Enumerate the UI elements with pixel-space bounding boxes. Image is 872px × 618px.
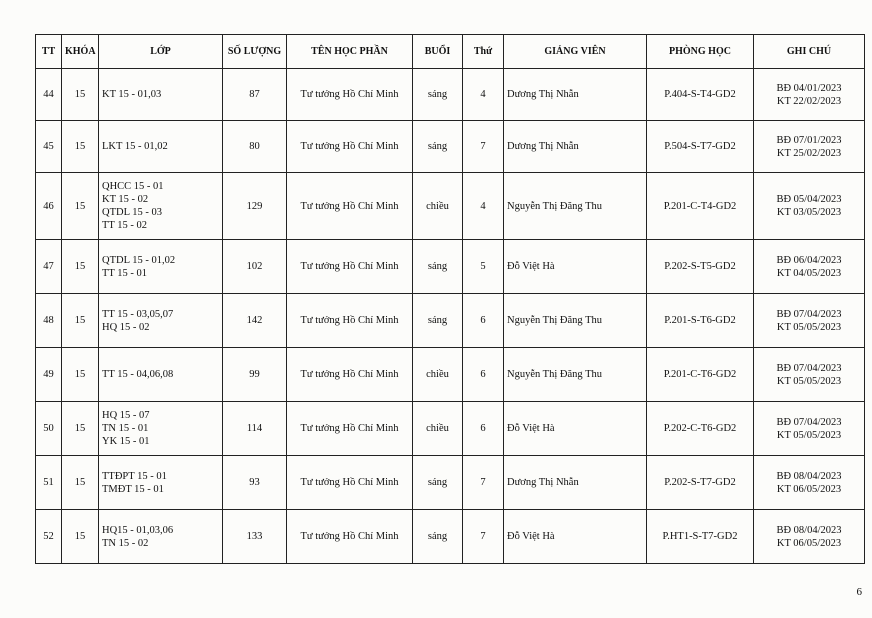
cell-ghi-chu-line: KT 06/05/2023: [776, 537, 842, 549]
cell-lop-line: YK 15 - 01: [102, 436, 150, 447]
cell-tt: 51: [36, 456, 62, 510]
cell-lop-line: LKT 15 - 01,02: [102, 141, 168, 152]
cell-khoa: 15: [62, 294, 99, 348]
cell-lop-line: TN 15 - 02: [102, 537, 149, 549]
cell-lop-line: TT 15 - 02: [102, 220, 148, 231]
cell-khoa: 15: [62, 173, 99, 240]
cell-giang-vien: Dương Thị Nhẫn: [504, 456, 647, 510]
cell-buoi: sáng: [413, 121, 463, 173]
cell-khoa: 15: [62, 121, 99, 173]
cell-lop: [99, 173, 223, 240]
cell-thu: 7: [463, 510, 504, 564]
cell-ghi-chu-line: BĐ 07/01/2023: [776, 134, 842, 146]
cell-lop-line: TTĐPT 15 - 01: [102, 470, 167, 482]
cell-ten-hoc-phan: Tư tưởng Hồ Chí Minh: [287, 294, 413, 348]
cell-ghi-chu: [754, 402, 865, 456]
cell-ten-hoc-phan: Tư tưởng Hồ Chí Minh: [287, 240, 413, 294]
col-header-thu: Thứ: [463, 35, 504, 69]
page-number: 6: [856, 586, 862, 598]
cell-lop: [99, 510, 223, 564]
col-header-tt: TT: [36, 35, 62, 69]
cell-ghi-chu: [754, 69, 865, 121]
table-body: [36, 69, 865, 564]
cell-so-luong: 133: [223, 510, 287, 564]
cell-ghi-chu-line: BĐ 06/04/2023: [776, 254, 842, 266]
cell-ten-hoc-phan: Tư tưởng Hồ Chí Minh: [287, 69, 413, 121]
cell-ten-hoc-phan: Tư tưởng Hồ Chí Minh: [287, 173, 413, 240]
cell-khoa: 15: [62, 456, 99, 510]
cell-giang-vien: Đỗ Việt Hà: [504, 240, 647, 294]
cell-lop-line: HQ 15 - 02: [102, 321, 150, 333]
cell-khoa: 15: [62, 402, 99, 456]
cell-lop-line: TT 15 - 03,05,07: [102, 308, 174, 320]
cell-ghi-chu-line: BĐ 07/04/2023: [776, 308, 842, 320]
cell-buoi: chiều: [413, 173, 463, 240]
cell-ghi-chu: [754, 294, 865, 348]
cell-ghi-chu: [754, 456, 865, 510]
cell-phong-hoc: P.201-C-T4-GD2: [647, 173, 754, 240]
cell-so-luong: 129: [223, 173, 287, 240]
cell-lop-line: TT 15 - 01: [102, 267, 148, 279]
cell-lop-line: QHCC 15 - 01: [102, 181, 164, 192]
cell-giang-vien: Nguyễn Thị Đăng Thu: [504, 348, 647, 402]
cell-lop-line: QTDL 15 - 03: [102, 207, 162, 218]
cell-ghi-chu-line: BĐ 05/04/2023: [776, 194, 842, 205]
cell-so-luong: 114: [223, 402, 287, 456]
cell-so-luong: 87: [223, 69, 287, 121]
cell-phong-hoc: P.201-S-T6-GD2: [647, 294, 754, 348]
col-header-ten-hoc-phan: TÊN HỌC PHẦN: [287, 35, 413, 69]
table-row: [36, 348, 865, 402]
table-row: [36, 69, 865, 121]
table-row: [36, 240, 865, 294]
table-row: [36, 402, 865, 456]
cell-ten-hoc-phan: Tư tưởng Hồ Chí Minh: [287, 456, 413, 510]
cell-ten-hoc-phan: Tư tưởng Hồ Chí Minh: [287, 348, 413, 402]
table-row: [36, 173, 865, 240]
table-row: [36, 121, 865, 173]
cell-giang-vien: Đỗ Việt Hà: [504, 402, 647, 456]
schedule-table: [35, 34, 865, 564]
cell-thu: 6: [463, 348, 504, 402]
col-header-lop: LỚP: [99, 35, 223, 69]
cell-ghi-chu: [754, 240, 865, 294]
cell-lop: [99, 348, 223, 402]
cell-ghi-chu: [754, 348, 865, 402]
cell-giang-vien: Nguyễn Thị Đăng Thu: [504, 294, 647, 348]
cell-buoi: chiều: [413, 402, 463, 456]
cell-ghi-chu-line: BĐ 08/04/2023: [776, 524, 842, 536]
cell-phong-hoc: P.202-S-T5-GD2: [647, 240, 754, 294]
cell-khoa: 15: [62, 348, 99, 402]
cell-tt: 52: [36, 510, 62, 564]
cell-ghi-chu-line: BĐ 04/01/2023: [776, 82, 842, 94]
table-row: [36, 456, 865, 510]
cell-phong-hoc: P.504-S-T7-GD2: [647, 121, 754, 173]
cell-ghi-chu-line: BĐ 08/04/2023: [776, 470, 842, 482]
cell-thu: 7: [463, 456, 504, 510]
cell-thu: 6: [463, 402, 504, 456]
col-header-ghi-chu: GHI CHÚ: [754, 35, 865, 69]
cell-so-luong: 102: [223, 240, 287, 294]
cell-khoa: 15: [62, 69, 99, 121]
col-header-buoi: BUỔI: [413, 35, 463, 69]
header-row: [36, 35, 865, 69]
col-header-khoa: KHÓA: [62, 35, 99, 69]
cell-ghi-chu-line: BĐ 07/04/2023: [776, 362, 842, 374]
cell-phong-hoc: P.202-C-T6-GD2: [647, 402, 754, 456]
cell-ghi-chu-line: KT 06/05/2023: [776, 483, 842, 495]
cell-so-luong: 142: [223, 294, 287, 348]
cell-ghi-chu: [754, 121, 865, 173]
cell-lop-line: HQ15 - 01,03,06: [102, 524, 174, 536]
cell-ten-hoc-phan: Tư tưởng Hồ Chí Minh: [287, 510, 413, 564]
cell-khoa: 15: [62, 510, 99, 564]
cell-ghi-chu-line: KT 22/02/2023: [776, 95, 842, 107]
cell-ten-hoc-phan: Tư tưởng Hồ Chí Minh: [287, 402, 413, 456]
cell-lop-line: QTDL 15 - 01,02: [102, 254, 176, 266]
cell-ghi-chu-line: KT 05/05/2023: [776, 375, 842, 387]
cell-giang-vien: Dương Thị Nhẫn: [504, 121, 647, 173]
col-header-so-luong: SỐ LƯỢNG: [223, 35, 287, 69]
cell-buoi: sáng: [413, 240, 463, 294]
cell-phong-hoc: P.HT1-S-T7-GD2: [647, 510, 754, 564]
cell-ghi-chu-line: KT 04/05/2023: [776, 267, 842, 279]
cell-thu: 6: [463, 294, 504, 348]
table-row: [36, 510, 865, 564]
cell-lop: [99, 456, 223, 510]
cell-tt: 47: [36, 240, 62, 294]
cell-tt: 49: [36, 348, 62, 402]
cell-tt: 48: [36, 294, 62, 348]
cell-tt: 50: [36, 402, 62, 456]
cell-lop-line: KT 15 - 02: [102, 194, 149, 205]
table-row: [36, 294, 865, 348]
cell-phong-hoc: P.202-S-T7-GD2: [647, 456, 754, 510]
cell-buoi: sáng: [413, 510, 463, 564]
cell-lop-line: KT 15 - 01,03: [102, 89, 162, 100]
cell-thu: 5: [463, 240, 504, 294]
cell-tt: 45: [36, 121, 62, 173]
cell-tt: 46: [36, 173, 62, 240]
cell-buoi: sáng: [413, 294, 463, 348]
cell-ghi-chu-line: KT 25/02/2023: [776, 147, 842, 159]
cell-ghi-chu-line: BĐ 07/04/2023: [776, 416, 842, 428]
cell-ghi-chu: [754, 173, 865, 240]
cell-lop: [99, 402, 223, 456]
cell-phong-hoc: P.404-S-T4-GD2: [647, 69, 754, 121]
cell-thu: 7: [463, 121, 504, 173]
cell-buoi: sáng: [413, 69, 463, 121]
cell-ten-hoc-phan: Tư tưởng Hồ Chí Minh: [287, 121, 413, 173]
cell-giang-vien: Đỗ Việt Hà: [504, 510, 647, 564]
cell-thu: 4: [463, 69, 504, 121]
cell-buoi: sáng: [413, 456, 463, 510]
cell-ghi-chu-line: KT 05/05/2023: [776, 321, 842, 333]
cell-giang-vien: Nguyễn Thị Đăng Thu: [504, 173, 647, 240]
cell-giang-vien: Dương Thị Nhẫn: [504, 69, 647, 121]
cell-so-luong: 93: [223, 456, 287, 510]
cell-thu: 4: [463, 173, 504, 240]
cell-lop: [99, 294, 223, 348]
cell-so-luong: 99: [223, 348, 287, 402]
cell-ghi-chu-line: KT 05/05/2023: [776, 429, 842, 441]
cell-lop-line: TMĐT 15 - 01: [102, 483, 164, 495]
cell-ghi-chu-line: KT 03/05/2023: [776, 207, 842, 218]
cell-khoa: 15: [62, 240, 99, 294]
cell-lop: [99, 69, 223, 121]
cell-so-luong: 80: [223, 121, 287, 173]
cell-buoi: chiều: [413, 348, 463, 402]
cell-lop: [99, 240, 223, 294]
cell-lop-line: TT 15 - 04,06,08: [102, 369, 174, 380]
cell-lop: [99, 121, 223, 173]
cell-ghi-chu: [754, 510, 865, 564]
cell-phong-hoc: P.201-C-T6-GD2: [647, 348, 754, 402]
cell-lop-line: HQ 15 - 07: [102, 410, 150, 421]
col-header-phong-hoc: PHÒNG HỌC: [647, 35, 754, 69]
col-header-giang-vien: GIẢNG VIÊN: [504, 35, 647, 69]
cell-lop-line: TN 15 - 01: [102, 423, 149, 434]
cell-tt: 44: [36, 69, 62, 121]
